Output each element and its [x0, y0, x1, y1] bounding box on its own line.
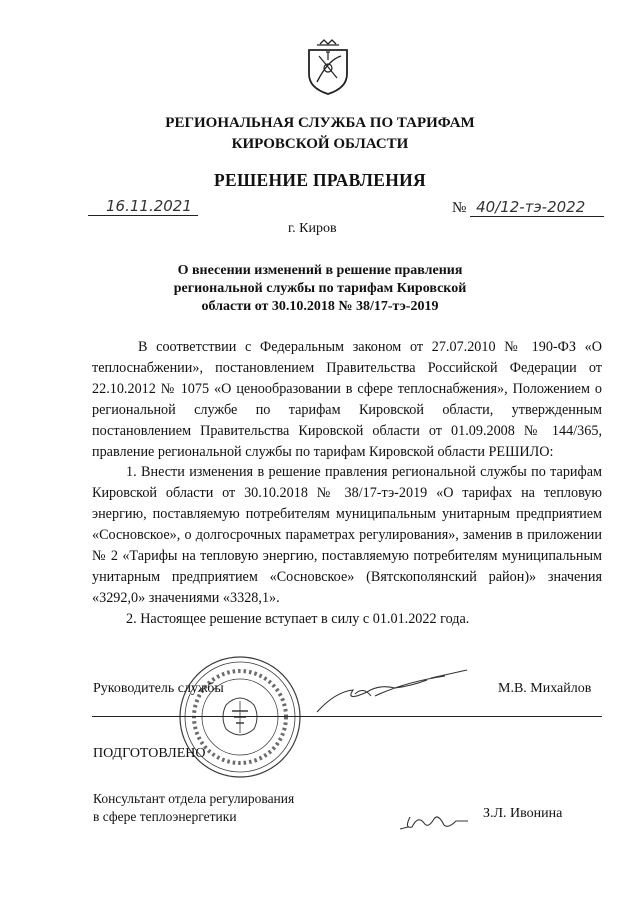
- organization-name: [0, 113, 640, 155]
- head-signature-icon: [315, 662, 475, 717]
- item-1-paragraph: 1. Внести изменения в решение правления региональной службы по тарифам Кировской области от 30.10.2018 № 38/17-тэ-2019 «О тарифах на тепловую энергию, поставляемую потребителям муниципальным унитарным предприятием «Сосновское», о долгосрочных параметрах регулирования», заменив в приложении № 2 «Тарифы на тепловую энергию, поставляемую потребителям муниципальным унитарным предприятием «Сосновское» (Вятскополянский район)» значения «3292,0» значениями «3328,1».: [92, 464, 602, 606]
- prepared-label: ПОДГОТОВЛЕНО: [93, 746, 206, 761]
- document-number: 40/12-тэ-2022: [470, 198, 604, 217]
- coat-of-arms-icon: [304, 38, 352, 96]
- preparer-position: [93, 790, 294, 825]
- organization-line-2: КИРОВСКОЙ ОБЛАСТИ: [231, 136, 409, 152]
- document-number-field: [452, 198, 604, 217]
- city: г. Киров: [288, 221, 337, 236]
- number-sign: №: [452, 200, 467, 216]
- signature-divider: [92, 716, 602, 717]
- preparer-name: З.Л. Ивонина: [483, 806, 563, 821]
- head-name: М.В. Михайлов: [498, 681, 592, 696]
- preparer-position-line-2: в сфере теплоэнергетики: [93, 808, 237, 824]
- document-subject: [0, 262, 640, 316]
- preparer-signature-icon: [398, 807, 470, 833]
- head-title: Руководитель службы: [93, 681, 224, 696]
- preparer-position-line-1: Консультант отдела регулирования: [93, 791, 295, 806]
- preamble-paragraph: В соответствии с Федеральным законом от 27.07.2010 № 190-ФЗ «О теплоснабжении», постановлением Правительства Российской Федерации от 22.10.2012 № 1075 «О ценообразовании в сфере теплоснабжения», Положением о региональной службе по тарифам Кировской области, утвержденным постановлением Правительства Кировской области от 01.09.2008 № 144/365, правление региональной службы по тарифам Кировской области РЕШИЛО:: [92, 339, 602, 460]
- subject-line-2: региональной службы по тарифам Кировской: [173, 281, 467, 296]
- organization-line-1: РЕГИОНАЛЬНАЯ СЛУЖБА ПО ТАРИФАМ: [165, 115, 475, 131]
- document-date: 16.11.2021: [88, 197, 198, 216]
- document-body: [92, 337, 602, 630]
- subject-line-3: области от 30.10.2018 № 38/17-тэ-2019: [201, 299, 439, 314]
- document-type: РЕШЕНИЕ ПРАВЛЕНИЯ: [214, 170, 426, 190]
- item-2-paragraph: 2. Настоящее решение вступает в силу с 01.01.2022 года.: [126, 610, 470, 627]
- subject-line-1: О внесении изменений в решение правления: [177, 263, 463, 278]
